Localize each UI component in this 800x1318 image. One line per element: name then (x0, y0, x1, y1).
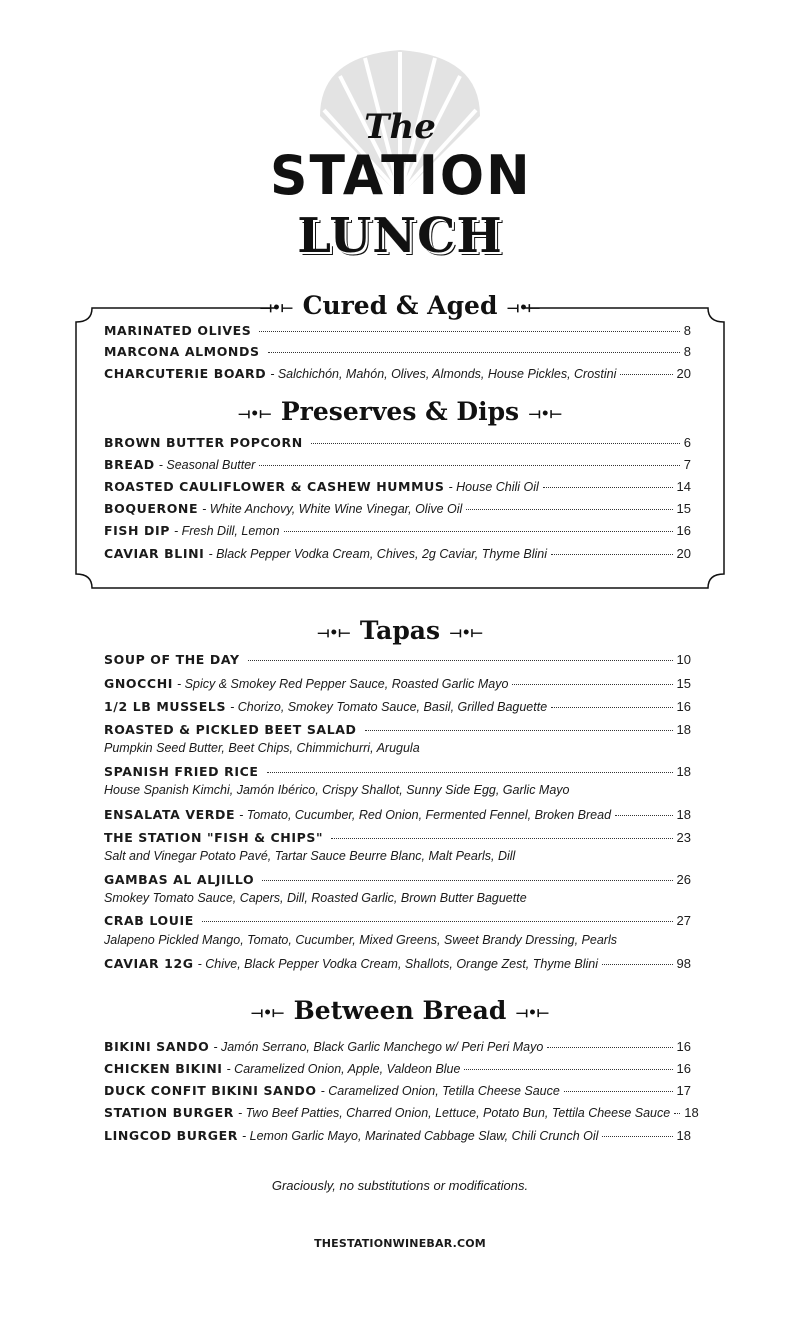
item-name: CAVIAR 12G (104, 956, 194, 971)
item-price: 16 (676, 699, 691, 714)
item-name: SPANISH FRIED RICE (104, 764, 259, 779)
menu-item (104, 1104, 699, 1122)
item-name: CAVIAR BLINI (104, 546, 205, 561)
item-desc: - Caramelized Onion, Tetilla Cheese Sauce (320, 1084, 560, 1098)
section-heading-tapas (0, 616, 800, 648)
item-price: 20 (676, 546, 691, 561)
dot-leader (547, 1047, 672, 1048)
item-name: BOQUERONE (104, 501, 199, 516)
menu-item (104, 478, 691, 496)
section-heading-cured (0, 291, 800, 323)
menu-item (104, 955, 691, 973)
dot-leader (262, 880, 672, 881)
item-desc: - Spicy & Smokey Red Pepper Sauce, Roasted Garlic Mayo (177, 677, 509, 691)
item-price: 15 (676, 501, 691, 516)
ornament-icon: ⟞•⟝ (260, 299, 293, 316)
item-price: 98 (676, 956, 691, 971)
section-title: Between Bread (293, 996, 507, 1025)
menu-item (104, 343, 691, 361)
dot-leader (551, 554, 673, 555)
ornament-icon: ⟞•⟝ (238, 405, 271, 422)
item-name: BREAD (104, 457, 155, 472)
item-price: 20 (676, 366, 691, 381)
item-name: LINGCOD BURGER (104, 1128, 238, 1143)
menu-item (104, 1082, 691, 1100)
item-name: DUCK CONFIT BIKINI SANDO (104, 1083, 317, 1098)
dot-leader (466, 509, 672, 510)
item-price: 18 (676, 764, 691, 779)
menu-item (104, 675, 691, 693)
logo (270, 40, 532, 208)
ornament-icon: ⟞•⟝ (516, 1004, 549, 1021)
menu-item (104, 829, 691, 847)
menu-item (104, 1127, 691, 1145)
item-price: 23 (676, 830, 691, 845)
item-name: 1/2 LB MUSSELS (104, 699, 227, 714)
dot-leader (512, 684, 672, 685)
dot-leader (602, 964, 672, 965)
item-desc: - House Chili Oil (448, 480, 539, 494)
ornament-icon: ⟞•⟝ (251, 1004, 284, 1021)
item-subdescription: House Spanish Kimchi, Jamón Ibérico, Crispy Shallot, Sunny Side Egg, Garlic Mayo (104, 783, 570, 797)
item-desc: - Salchichón, Mahón, Olives, Almonds, House Pickles, Crostini (270, 367, 617, 381)
dot-leader (267, 772, 673, 773)
menu-item (104, 434, 691, 452)
item-price: 27 (676, 913, 691, 928)
dot-leader (620, 374, 672, 375)
dot-leader (464, 1069, 672, 1070)
item-desc: - White Anchovy, White Wine Vinegar, Olive Oil (202, 502, 463, 516)
item-desc: - Lemon Garlic Mayo, Marinated Cabbage Slaw, Chili Crunch Oil (242, 1129, 599, 1143)
dot-leader (331, 838, 672, 839)
item-desc: - Two Beef Patties, Charred Onion, Lettuce, Potato Bun, Tettila Cheese Sauce (238, 1106, 671, 1120)
menu-item (104, 365, 691, 383)
menu-item (104, 698, 691, 716)
menu-item (104, 522, 691, 540)
item-price: 15 (676, 676, 691, 691)
item-name: CHICKEN BIKINI (104, 1061, 223, 1076)
item-price: 18 (684, 1105, 699, 1120)
item-price: 8 (683, 344, 691, 359)
item-price: 18 (676, 722, 691, 737)
dot-leader (615, 815, 672, 816)
dot-leader (365, 730, 673, 731)
dot-leader (551, 707, 672, 708)
menu-item (104, 651, 691, 669)
brand-the: The (364, 107, 436, 147)
item-name: ROASTED CAULIFLOWER & CASHEW HUMMUS (104, 479, 445, 494)
menu-title: LUNCH (297, 208, 503, 264)
ornament-icon: ⟞•⟝ (317, 624, 350, 641)
ornament-icon: ⟞•⟝ (529, 405, 562, 422)
ornament-icon: ⟞•⟝ (450, 624, 483, 641)
item-name: ENSALATA VERDE (104, 807, 236, 822)
dot-leader (284, 531, 673, 532)
menu-item (104, 1038, 691, 1056)
item-price: 18 (676, 807, 691, 822)
item-price: 7 (683, 457, 691, 472)
dot-leader (602, 1136, 672, 1137)
menu-item (104, 500, 691, 518)
item-name: STATION BURGER (104, 1105, 235, 1120)
item-name: FISH DIP (104, 523, 170, 538)
section-heading-preserves (0, 397, 800, 429)
item-price: 18 (676, 1128, 691, 1143)
item-desc: - Caramelized Onion, Apple, Valdeon Blue (226, 1062, 461, 1076)
dot-leader (248, 660, 673, 661)
dot-leader (202, 921, 673, 922)
menu-item (104, 763, 691, 781)
item-price: 14 (676, 479, 691, 494)
menu-item (104, 322, 691, 340)
item-name: ROASTED & PICKLED BEET SALAD (104, 722, 357, 737)
item-subdescription: Salt and Vinegar Potato Pavé, Tartar Sauce Beurre Blanc, Malt Pearls, Dill (104, 849, 516, 863)
item-name: THE STATION "FISH & CHIPS" (104, 830, 324, 845)
item-subdescription: Smokey Tomato Sauce, Capers, Dill, Roasted Garlic, Brown Butter Baguette (104, 891, 527, 905)
item-price: 16 (676, 1039, 691, 1054)
section-title: Preserves & Dips (280, 397, 520, 426)
item-price: 16 (676, 523, 691, 538)
dot-leader (311, 443, 680, 444)
dot-leader (259, 331, 679, 332)
ornament-icon: ⟞•⟝ (507, 299, 540, 316)
item-name: GNOCCHI (104, 676, 174, 691)
item-name: GAMBAS AL ALJILLO (104, 872, 255, 887)
footer-note: Graciously, no substitutions or modifications. (271, 1178, 529, 1193)
item-desc: - Jamón Serrano, Black Garlic Manchego w/ Peri Peri Mayo (213, 1040, 544, 1054)
item-price: 10 (676, 652, 691, 667)
dot-leader (674, 1113, 680, 1114)
item-desc: - Chorizo, Smokey Tomato Sauce, Basil, Grilled Baguette (230, 700, 548, 714)
item-desc: - Tomato, Cucumber, Red Onion, Fermented Fennel, Broken Bread (239, 808, 612, 822)
section-heading-between (0, 996, 800, 1028)
item-price: 8 (683, 323, 691, 338)
menu-item (104, 871, 691, 889)
brand-station: STATION (270, 144, 532, 208)
item-price: 26 (676, 872, 691, 887)
dot-leader (564, 1091, 673, 1092)
item-name: MARCONA ALMONDS (104, 344, 260, 359)
menu-item (104, 806, 691, 824)
website-link[interactable]: THESTATIONWINEBAR.COM (314, 1237, 486, 1250)
menu-item (104, 721, 691, 739)
dot-leader (259, 465, 679, 466)
item-name: BROWN BUTTER POPCORN (104, 435, 303, 450)
item-subdescription: Pumpkin Seed Butter, Beet Chips, Chimmichurri, Arugula (104, 741, 420, 755)
section-title: Tapas (359, 616, 441, 645)
item-desc: - Chive, Black Pepper Vodka Cream, Shallots, Orange Zest, Thyme Blini (197, 957, 599, 971)
item-name: BIKINI SANDO (104, 1039, 210, 1054)
item-price: 17 (676, 1083, 691, 1098)
item-price: 6 (683, 435, 691, 450)
item-name: CRAB LOUIE (104, 913, 194, 928)
menu-item (104, 545, 691, 563)
dot-leader (268, 352, 680, 353)
section-title: Cured & Aged (302, 291, 498, 320)
item-name: SOUP OF THE DAY (104, 652, 240, 667)
item-subdescription: Jalapeno Pickled Mango, Tomato, Cucumber, Mixed Greens, Sweet Brandy Dressing, Pearls (104, 933, 617, 947)
menu-item (104, 912, 691, 930)
item-name: CHARCUTERIE BOARD (104, 366, 267, 381)
dot-leader (543, 487, 673, 488)
menu-item (104, 1060, 691, 1078)
item-price: 16 (676, 1061, 691, 1076)
item-desc: - Seasonal Butter (158, 458, 256, 472)
item-name: MARINATED OLIVES (104, 323, 252, 338)
item-desc: - Black Pepper Vodka Cream, Chives, 2g Caviar, Thyme Blini (208, 547, 547, 561)
item-desc: - Fresh Dill, Lemon (174, 524, 280, 538)
menu-item (104, 456, 691, 474)
